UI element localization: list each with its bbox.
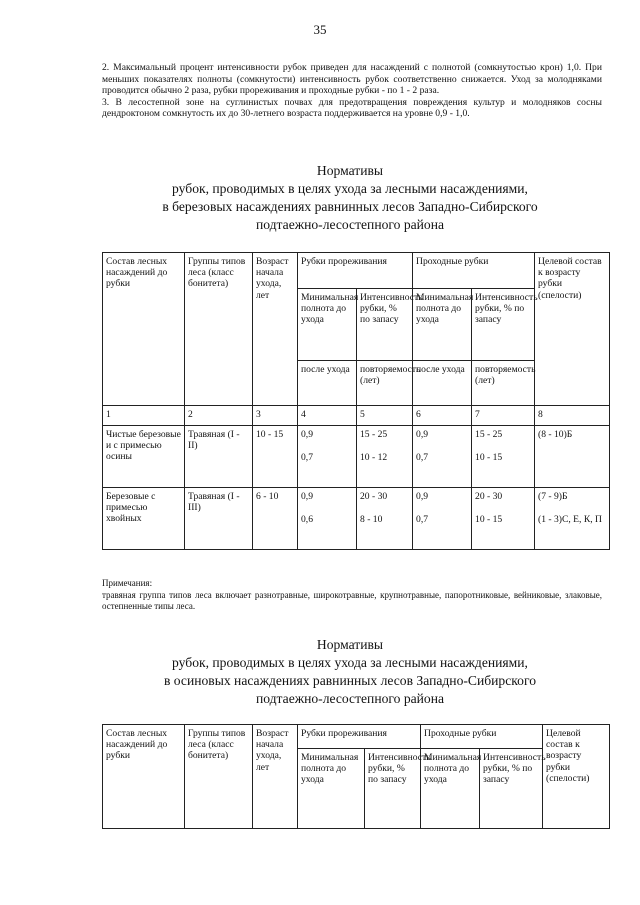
header-age: Возраст начала ухода, лет — [253, 253, 298, 406]
col-number: 6 — [413, 406, 472, 426]
col-number: 2 — [185, 406, 253, 426]
header-min-density: Минимальная полнота до ухода — [298, 289, 357, 361]
heading-line: в березовых насаждениях равнинных лесов Западно-Сибирского — [162, 199, 538, 214]
header-composition: Состав лесных насаждений до рубки — [103, 725, 185, 829]
row-group: Травяная (I - III) — [185, 488, 253, 550]
header-min-density: Минимальная полнота до ухода — [413, 289, 472, 361]
heading-line: подтаежно-лесостепного района — [255, 691, 445, 706]
header-passage: Проходные рубки — [413, 253, 535, 289]
col-number: 4 — [298, 406, 357, 426]
value: 15 - 25 — [475, 429, 503, 440]
header-repeat: повторяемость (лет) — [357, 361, 413, 406]
row-pass-density — [413, 488, 472, 550]
row-age: 10 - 15 — [253, 426, 298, 488]
value: 0,9 — [301, 429, 313, 440]
value-after: 0,6 — [301, 514, 313, 525]
section2-heading — [80, 636, 620, 708]
birch-norms-table — [102, 252, 610, 550]
heading-line: подтаежно-лесостепного района — [255, 217, 445, 232]
col-number: 1 — [103, 406, 185, 426]
header-intensity: Интенсивность рубки, % по запасу — [480, 749, 543, 829]
value: 15 - 25 — [360, 429, 388, 440]
value-after: 0,7 — [301, 452, 313, 463]
row-composition: Чистые березовые и с примесью осины — [103, 426, 185, 488]
header-thinning: Рубки прореживания — [298, 725, 421, 749]
intro-paragraph: 2. Максимальный процент интенсивности рубок приведен для насаждений с полнотой (сомкнутостью крон) 1,0. При меньших показателях полноты (сомкнутости) интенсивность рубок соответственно снижается. Уход за молодняками проводится обычно 2 раза, рубки прореживания и проходные рубки - по 1 - 2 раза. — [102, 62, 602, 97]
col-number: 7 — [472, 406, 535, 426]
header-composition: Состав лесных насаждений до рубки — [103, 253, 185, 406]
intro-paragraph: 3. В лесостепной зоне на суглинистых почвах для предотвращения повреждения культур и молодняков сосны дендроктоном сомкнутость их до 30-летнего возраста поддерживается на уровне 0,9 - 1,0. — [102, 96, 602, 120]
header-repeat: повторяемость (лет) — [472, 361, 535, 406]
value: 20 - 30 — [475, 491, 503, 502]
header-intensity: Интенсивность рубки, % по запасу — [472, 289, 535, 361]
header-groups: Группы типов леса (класс бонитета) — [185, 725, 253, 829]
header-after: после ухода — [413, 361, 472, 406]
header-target: Целевой состав к возрасту рубки (спелости) — [543, 725, 610, 829]
value: 0,9 — [301, 491, 313, 502]
header-min-density: Минимальная полнота до ухода — [298, 749, 365, 829]
row-age: 6 - 10 — [253, 488, 298, 550]
aspen-norms-table — [102, 724, 610, 829]
value-extra: (1 - 3)С, Е, К, П — [538, 514, 602, 525]
value-repeat: 10 - 15 — [475, 452, 503, 463]
row-target: (8 - 10)Б — [535, 426, 610, 488]
header-intensity: Интенсивность рубки, % по запасу — [357, 289, 413, 361]
page-number: 35 — [313, 22, 327, 37]
col-number: 8 — [535, 406, 610, 426]
header-thinning: Рубки прореживания — [298, 253, 413, 289]
row-thin-density — [298, 488, 357, 550]
table-row — [103, 426, 610, 488]
intro-notes — [102, 62, 602, 120]
heading-line: рубок, проводимых в целях ухода за лесными насаждениями, — [172, 655, 528, 670]
value-after: 0,7 — [416, 514, 429, 525]
table-row — [103, 488, 610, 550]
col-number: 5 — [357, 406, 413, 426]
heading-line: Нормативы — [316, 163, 384, 178]
header-intensity: Интенсивность рубки, % по запасу — [365, 749, 421, 829]
value-repeat: 10 - 12 — [360, 452, 388, 463]
row-thin-intensity — [357, 426, 413, 488]
header-after: после ухода — [298, 361, 357, 406]
header-min-density: Минимальная полнота до ухода — [421, 749, 480, 829]
heading-line: в осиновых насаждениях равнинных лесов Западно-Сибирского — [163, 673, 537, 688]
notes-text: травяная группа типов леса включает разнотравные, широкотравные, крупнотравные, папоротниковые, вейниковые, злаковые, остепненные типы леса. — [102, 589, 602, 611]
row-thin-density — [298, 426, 357, 488]
value: 0,9 — [416, 491, 429, 502]
value: 0,9 — [416, 429, 429, 440]
notes — [102, 578, 602, 613]
row-thin-intensity — [357, 488, 413, 550]
value-after: 0,7 — [416, 452, 429, 463]
value-repeat: 10 - 15 — [475, 514, 503, 525]
header-target: Целевой состав к возрасту рубки (спелости) — [535, 253, 610, 406]
row-pass-intensity — [472, 426, 535, 488]
value: (7 - 9)Б — [538, 491, 568, 502]
row-composition: Березовые с примесью хвойных — [103, 488, 185, 550]
value-repeat: 8 - 10 — [360, 514, 383, 525]
row-pass-density — [413, 426, 472, 488]
row-group: Травяная (I - II) — [185, 426, 253, 488]
notes-title: Примечания: — [102, 578, 153, 588]
heading-line: Нормативы — [316, 637, 384, 652]
section1-heading — [80, 162, 620, 234]
header-age: Возраст начала ухода, лет — [253, 725, 298, 829]
value: 20 - 30 — [360, 491, 388, 502]
header-groups: Группы типов леса (класс бонитета) — [185, 253, 253, 406]
heading-line: рубок, проводимых в целях ухода за лесными насаждениями, — [172, 181, 528, 196]
col-number: 3 — [253, 406, 298, 426]
header-passage: Проходные рубки — [421, 725, 543, 749]
row-target — [535, 488, 610, 550]
row-pass-intensity — [472, 488, 535, 550]
